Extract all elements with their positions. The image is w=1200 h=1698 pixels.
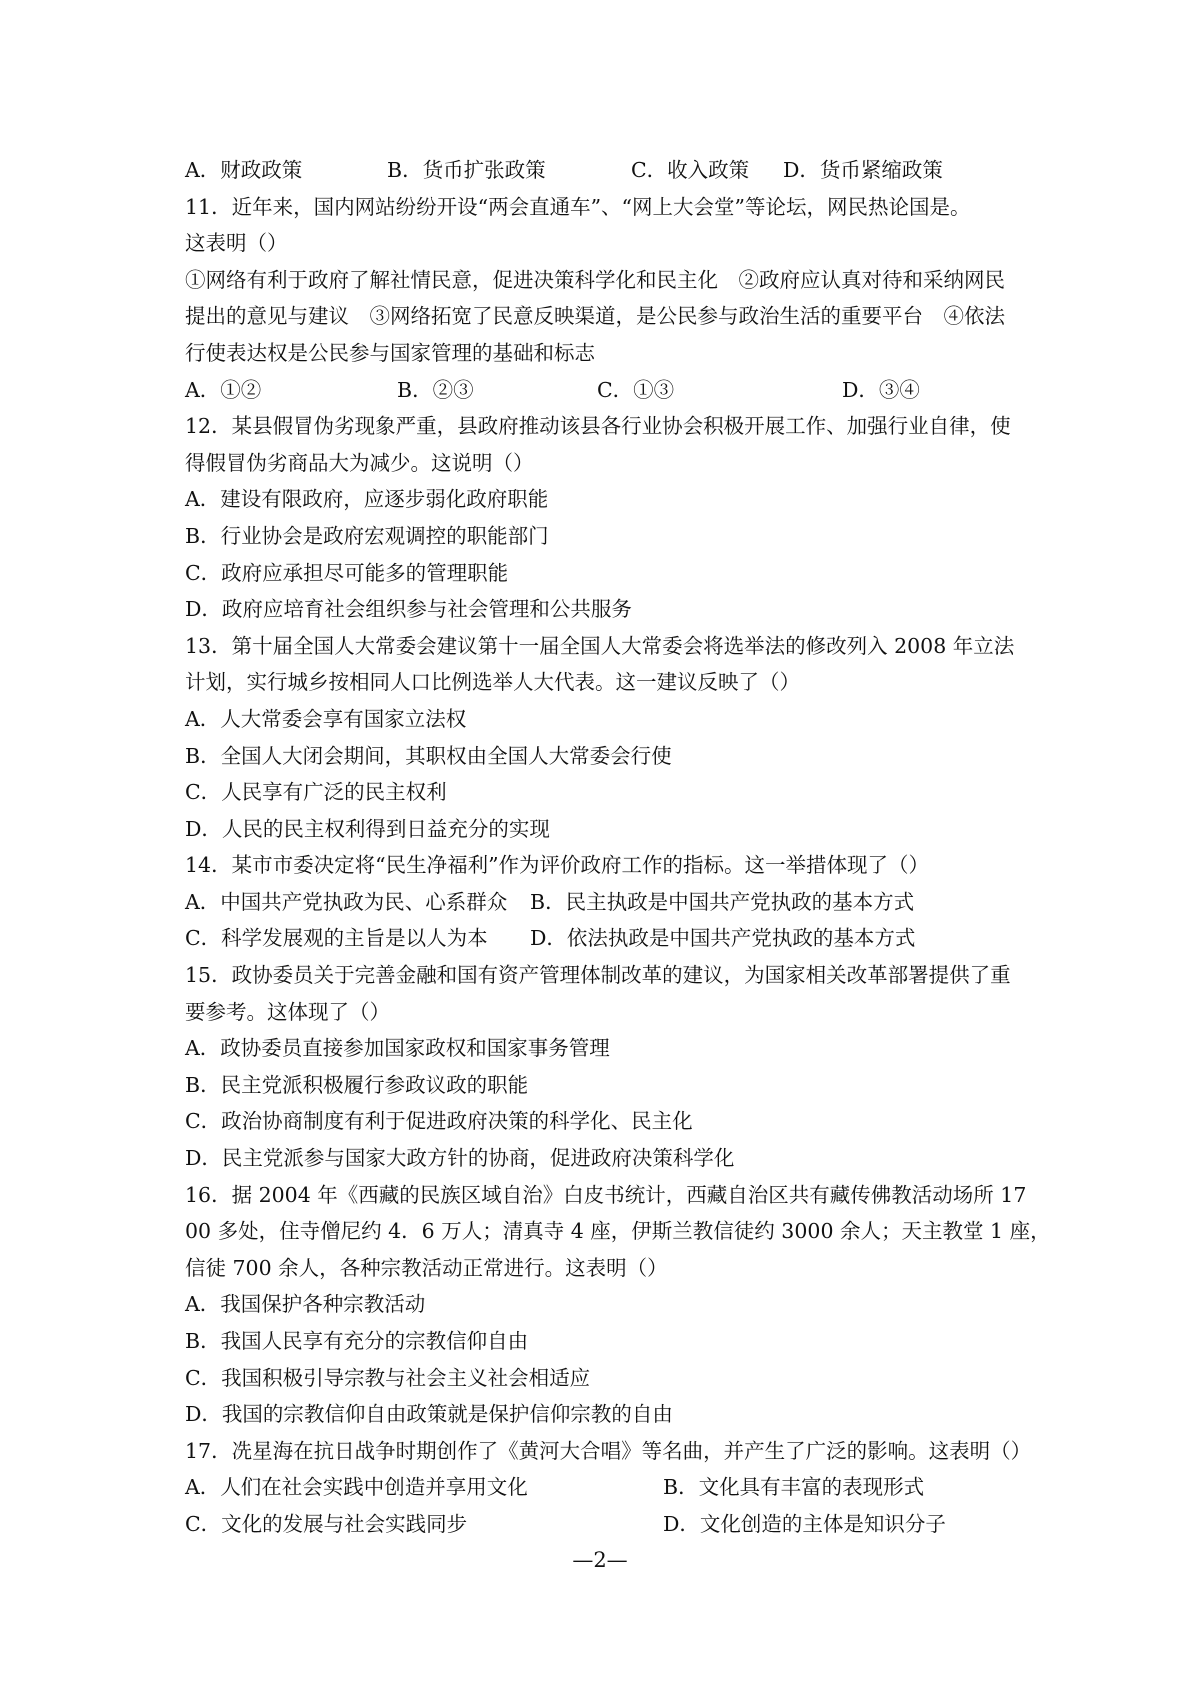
q17-option-d: D．文化创造的主体是知识分子 (663, 1511, 946, 1536)
q10-option-c: C．收入政策 (631, 158, 750, 182)
q16-stem-line-2: 00 多处，住寺僧尼约 4．6 万人；清真寺 4 座，伊斯兰教信徒约 3000 余人；天主教堂 1 座， (185, 1219, 1051, 1244)
page-number: —2— (572, 1548, 628, 1572)
q11-stem-line-1: 11．近年来，国内网站纷纷开设“两会直通车”、“网上大会堂”等论坛，网民热论国是。 (185, 194, 971, 219)
q17-option-b: B．文化具有丰富的表现形式 (663, 1475, 925, 1500)
q15-option-b: B．民主党派积极履行参政议政的职能 (185, 1072, 529, 1097)
q17-options-row-1 (185, 1469, 1025, 1506)
q13-stem-line-1: 13．第十届全国人大常委会建议第十一届全国人大常委会将选举法的修改列入 2008 年立法 (185, 633, 1015, 658)
q15-option-d: D．民主党派参与国家大政方针的协商，促进政府决策科学化 (185, 1146, 735, 1171)
q12-option-b: B．行业协会是政府宏观调控的职能部门 (185, 523, 549, 548)
q17-option-c: C．文化的发展与社会实践同步 (185, 1511, 468, 1536)
q11-option-c: C．①③ (597, 377, 675, 402)
q17-options-row-2 (185, 1506, 1025, 1543)
q10-options (185, 152, 1025, 189)
q13-stem-line-2: 计划，实行城乡按相同人口比例选举人大代表。这一建议反映了（） (185, 670, 800, 695)
q10-option-b: B．货币扩张政策 (387, 158, 546, 182)
q11-option-d: D．③④ (842, 377, 920, 402)
q11-option-b: B．②③ (397, 377, 474, 402)
q15-option-c: C．政治协商制度有利于促进政府决策的科学化、民主化 (185, 1109, 693, 1134)
q14-options-row-1 (185, 884, 1025, 921)
q14-option-c: C．科学发展观的主旨是以人为本 (185, 926, 488, 951)
q12-option-d: D．政府应培育社会组织参与社会管理和公共服务 (185, 597, 632, 622)
q16-option-d: D．我国的宗教信仰自由政策就是保护信仰宗教的自由 (185, 1402, 673, 1427)
q13-option-b: B．全国人大闭会期间，其职权由全国人大常委会行使 (185, 743, 672, 768)
q16-stem-line-3: 信徒 700 余人，各种宗教活动正常进行。这表明（） (185, 1255, 668, 1280)
q15-stem-line-2: 要参考。这体现了（） (185, 999, 390, 1024)
q13-option-a: A．人大常委会享有国家立法权 (185, 706, 467, 731)
q15-stem-line-1: 15．政协委员关于完善金融和国有资产管理体制改革的建议，为国家相关改革部署提供了重 (185, 963, 1011, 988)
q11-statements-line-1: ①网络有利于政府了解社情民意，促进决策科学化和民主化 ②政府应认真对待和采纳网民 (185, 267, 1005, 292)
q11-options (185, 372, 1025, 409)
q14-stem-line-1: 14．某市市委决定将“民生净福利”作为评价政府工作的指标。这一举措体现了（） (185, 853, 930, 878)
q10-option-d: D．货币紧缩政策 (783, 158, 943, 182)
q12-stem-line-2: 得假冒伪劣商品大为减少。这说明（） (185, 450, 534, 475)
q11-option-a: A．①② (185, 377, 262, 402)
q16-option-a: A．我国保护各种宗教活动 (185, 1292, 426, 1317)
q11-statements-line-3: 行使表达权是公民参与国家管理的基础和标志 (185, 340, 595, 365)
q16-option-c: C．我国积极引导宗教与社会主义社会相适应 (185, 1365, 591, 1390)
q17-option-a: A．人们在社会实践中创造并享用文化 (185, 1475, 528, 1500)
q12-option-c: C．政府应承担尽可能多的管理职能 (185, 560, 509, 585)
q17-stem-line-1: 17．冼星海在抗日战争时期创作了《黄河大合唱》等名曲，并产生了广泛的影响。这表明（） (185, 1438, 1032, 1463)
q10-option-a: A．财政政策 (185, 158, 303, 182)
q14-option-d: D．依法执政是中国共产党执政的基本方式 (530, 926, 916, 951)
question-content (185, 152, 1051, 1543)
q14-option-b: B．民主执政是中国共产党执政的基本方式 (530, 889, 915, 914)
q13-option-c: C．人民享有广泛的民主权利 (185, 780, 447, 805)
q12-stem-line-1: 12．某县假冒伪劣现象严重，县政府推动该县各行业协会积极开展工作、加强行业自律，使 (185, 414, 1011, 439)
q16-stem-line-1: 16．据 2004 年《西藏的民族区域自治》白皮书统计，西藏自治区共有藏传佛教活动场所 17 (185, 1182, 1027, 1207)
q11-stem-line-2: 这表明（） (185, 231, 288, 256)
q14-option-a: A．中国共产党执政为民、心系群众 (185, 889, 508, 914)
q11-statements-line-2: 提出的意见与建议 ③网络拓宽了民意反映渠道，是公民参与政治生活的重要平台 ④依法 (185, 304, 1005, 329)
q16-option-b: B．我国人民享有充分的宗教信仰自由 (185, 1329, 529, 1353)
q12-option-a: A．建设有限政府，应逐步弱化政府职能 (185, 487, 549, 512)
q14-options-row-2 (185, 920, 1025, 957)
q15-option-a: A．政协委员直接参加国家政权和国家事务管理 (185, 1036, 610, 1061)
q13-option-d: D．人民的民主权利得到日益充分的实现 (185, 816, 550, 841)
